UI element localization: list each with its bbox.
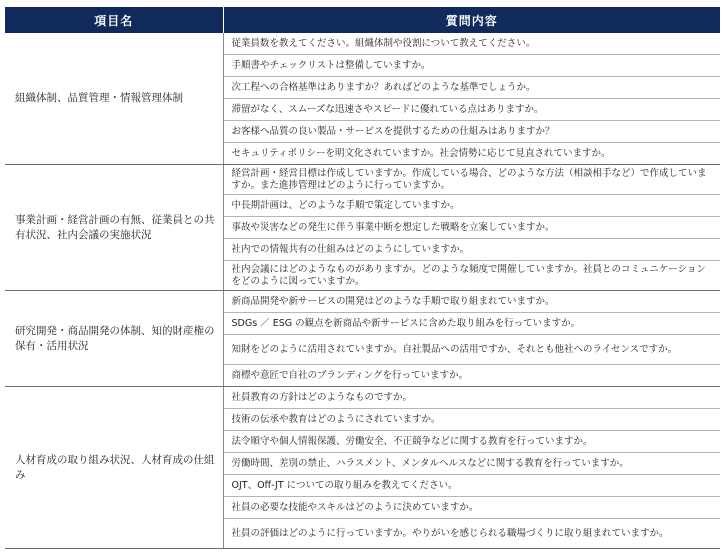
table-row [5,387,720,409]
question-cell: 労働時間、差別の禁止、ハラスメント、メンタルヘルスなどに関する教育を行っていますか。 [223,453,720,475]
question-cell: 次工程への合格基準はありますか？あればどのような基準でしょうか。 [223,77,720,99]
category-cell: 研究開発・商品開発の体制、知的財産権の保有・活用状況 [5,291,223,387]
question-cell: OJT、Off-JT についての取り組みを教えてください。 [223,475,720,497]
question-cell: 社員教育の方針はどのようなものですか。 [223,387,720,409]
header-row [5,7,720,33]
category-group [5,33,720,165]
question-cell: 新商品開発や新サービスの開発はどのような手順で取り組まれていますか。 [223,291,720,313]
question-cell: 技術の伝承や教育はどのようにされていますか。 [223,409,720,431]
question-cell: 滞留がなく、スムーズな迅速さやスピードに優れている点はありますか。 [223,99,720,121]
question-cell: 中長期計画は、どのような手順で策定していますか。 [223,195,720,217]
question-cell: 経営計画・経営目標は作成していますか。作成している場合、どのような方法（相談相手など）で作成していますか。また進捗管理はどのように行っていますか。 [223,165,720,195]
question-cell: 知財をどのように活用されていますか。自社製品への活用ですか、それとも他社へのライセンスですか。 [223,335,720,365]
category-cell: 事業計画・経営計画の有無、従業員との共有状況、社内会議の実施状況 [5,165,223,291]
table-row [5,291,720,313]
header-item-name: 項目名 [5,7,223,33]
category-cell: 人材育成の取り組み状況、人材育成の仕組み [5,387,223,549]
question-cell: 社内での情報共有の仕組みはどのようにしていますか。 [223,239,720,261]
question-table [5,7,720,549]
question-cell: SDGs ／ ESG の観点を新商品や新サービスに含めた取り組みを行っていますか。 [223,313,720,335]
category-cell: 組織体制、品質管理・情報管理体制 [5,33,223,165]
question-cell: 法令順守や個人情報保護、労働安全、不正競争などに関する教育を行っていますか。 [223,431,720,453]
question-cell: お客様へ品質の良い製品・サービスを提供するための仕組みはありますか？ [223,121,720,143]
category-group [5,387,720,549]
question-cell: 従業員数を教えてください。組織体制や役割について教えてください。 [223,33,720,55]
question-cell: 社員の評価はどのように行っていますか。やりがいを感じられる職場づくりに取り組まれていますか。 [223,519,720,549]
table-row [5,33,720,55]
header-question-content: 質問内容 [223,7,720,33]
question-cell: 社内会議にはどのようなものがありますか。どのような頻度で開催していますか。社員とのコミュニケーションをどのように図っていますか。 [223,261,720,291]
question-cell: 社員の必要な技能やスキルはどのように決めていますか。 [223,497,720,519]
question-cell: セキュリティポリシーを明文化されていますか。社会情勢に応じて見直されていますか。 [223,143,720,165]
category-group [5,165,720,291]
question-cell: 手順書やチェックリストは整備していますか。 [223,55,720,77]
category-group [5,291,720,387]
table-row [5,165,720,195]
question-cell: 事故や災害などの発生に伴う事業中断を想定した戦略を立案していますか。 [223,217,720,239]
question-cell: 商標や意匠で自社のブランディングを行っていますか。 [223,365,720,387]
